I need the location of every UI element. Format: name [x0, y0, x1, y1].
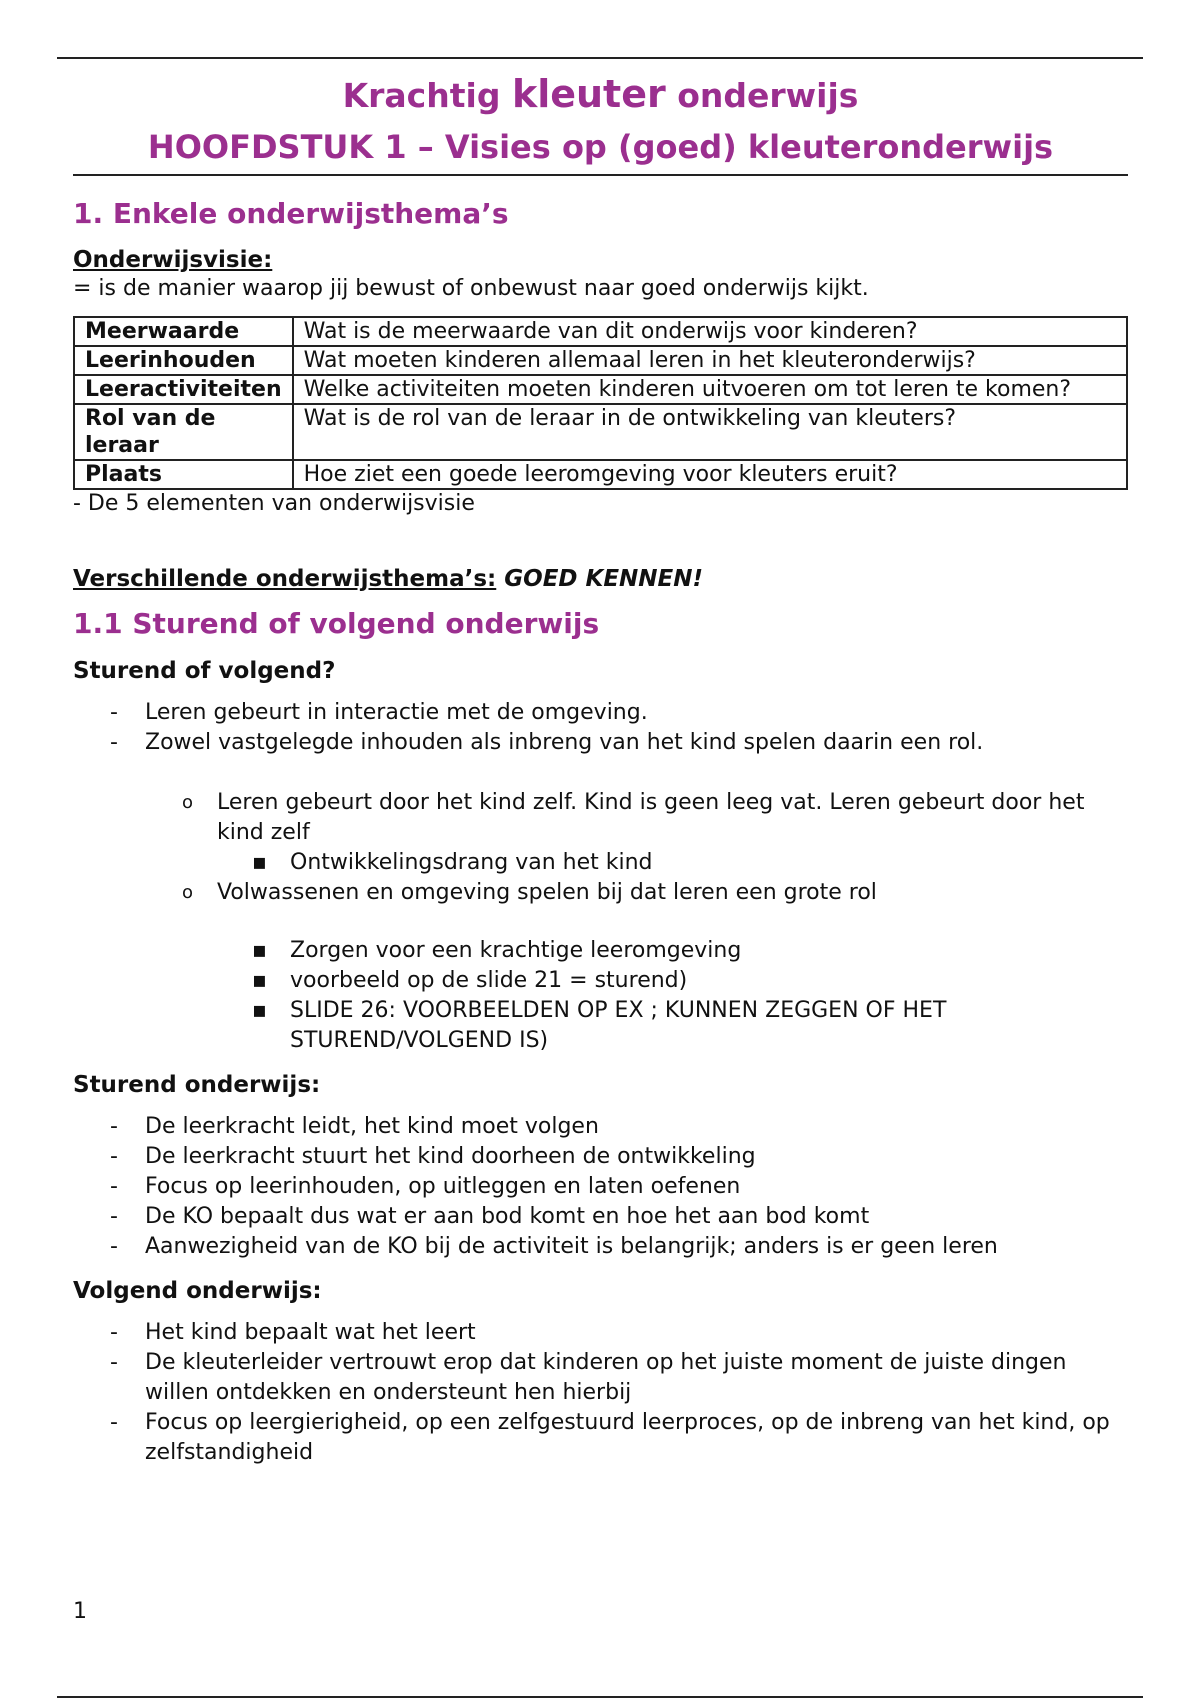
vision-table	[73, 316, 1128, 490]
question-heading: Sturend of volgend?	[73, 658, 336, 684]
list-item: - Focus op leerinhouden, op uitleggen en laten oefenen	[145, 1172, 1128, 1202]
top-rule	[57, 57, 1143, 59]
table-key: Meerwaarde	[74, 317, 293, 346]
circle-list-1	[73, 788, 1128, 848]
list-item: - De KO bepaalt dus wat er aan bod komt en hoe het aan bod komt	[145, 1202, 1128, 1232]
list-item: - Leren gebeurt in interactie met de omgeving.	[145, 698, 1128, 728]
title-part-3: onderwijs	[665, 76, 859, 115]
circle-list-2	[73, 878, 1128, 908]
title-part-2: kleuter	[511, 72, 666, 116]
list-item: - Zowel vastgelegde inhouden als inbreng van het kind spelen daarin een rol.	[145, 728, 1128, 758]
table-value: Welke activiteiten moeten kinderen uitvoeren om tot leren te komen?	[293, 375, 1127, 404]
table-row	[74, 460, 1127, 489]
page-number: 1	[73, 1599, 87, 1624]
table-key: Plaats	[74, 460, 293, 489]
section-heading-1-1: 1.1 Sturend of volgend onderwijs	[73, 607, 600, 640]
table-row	[74, 404, 1127, 460]
list-item: ▪ voorbeeld op de slide 21 = sturend)	[290, 966, 1128, 996]
table-row	[74, 346, 1127, 375]
table-value: Wat is de meerwaarde van dit onderwijs voor kinderen?	[293, 317, 1127, 346]
table-row	[74, 317, 1127, 346]
document-title	[73, 72, 1128, 118]
list-item: - Aanwezigheid van de KO bij de activiteit is belangrijk; anders is er geen leren	[145, 1232, 1128, 1262]
themes-heading	[73, 564, 1128, 594]
list-item: - De kleuterleider vertrouwt erop dat kinderen op het juiste moment de juiste dingen willen ontdekken en ondersteunt hen hierbij	[145, 1348, 1128, 1408]
themes-heading-label: Verschillende onderwijsthema’s:	[73, 566, 497, 592]
list-item	[145, 1408, 1128, 1468]
vision-text: = is de manier waarop jij bewust of onbewust naar goed onderwijs kijkt.	[73, 276, 869, 301]
following-heading: Volgend onderwijs:	[73, 1278, 322, 1304]
section-heading-1: 1. Enkele onderwijsthema’s	[73, 197, 509, 230]
table-key: Leerinhouden	[74, 346, 293, 375]
square-list-1	[73, 848, 1128, 878]
following-item-3-line-2: zelfstandigheid	[145, 1440, 314, 1465]
steering-heading: Sturend onderwijs:	[73, 1072, 321, 1098]
list-item: ▪ SLIDE 26: VOORBEELDEN OP EX ; KUNNEN ZEGGEN OF HET STUREND/VOLGEND IS)	[290, 996, 1128, 1056]
table-value: Wat moeten kinderen allemaal leren in het kleuteronderwijs?	[293, 346, 1127, 375]
table-key: Leeractiviteiten	[74, 375, 293, 404]
title-part-1: Krachtig	[342, 76, 512, 115]
list-item: ▪ Ontwikkelingsdrang van het kind	[290, 848, 1128, 878]
question-list	[73, 698, 1128, 758]
steering-list	[73, 1112, 1128, 1262]
square-list-2	[73, 936, 1128, 1056]
table-caption: - De 5 elementen van onderwijsvisie	[73, 491, 475, 516]
following-list	[73, 1318, 1128, 1468]
table-key: Rol van de leraar	[74, 404, 293, 460]
following-item-3-line-1: Focus op leergierigheid, op een zelfgestuurd leerproces, op de inbreng van het kind, op	[145, 1410, 1110, 1435]
table-value: Hoe ziet een goede leeromgeving voor kleuters eruit?	[293, 460, 1127, 489]
chapter-heading: HOOFDSTUK 1 – Visies op (goed) kleuteronderwijs	[73, 126, 1128, 176]
table-value: Wat is de rol van de leraar in de ontwikkeling van kleuters?	[293, 404, 1127, 460]
document-page	[73, 72, 1128, 1468]
list-item: o Volwassenen en omgeving spelen bij dat leren een grote rol	[217, 878, 1128, 908]
vision-heading: Onderwijsvisie:	[73, 247, 273, 273]
bottom-rule	[57, 1696, 1143, 1698]
list-item: - De leerkracht leidt, het kind moet volgen	[145, 1112, 1128, 1142]
list-item: ▪ Zorgen voor een krachtige leeromgeving	[290, 936, 1128, 966]
table-row	[74, 375, 1127, 404]
list-item: o Leren gebeurt door het kind zelf. Kind is geen leeg vat. Leren gebeurt door het kind zelf	[217, 788, 1128, 848]
themes-emphasis: GOED KENNEN!	[504, 566, 703, 592]
list-item: - Het kind bepaalt wat het leert	[145, 1318, 1128, 1348]
list-item: - De leerkracht stuurt het kind doorheen de ontwikkeling	[145, 1142, 1128, 1172]
